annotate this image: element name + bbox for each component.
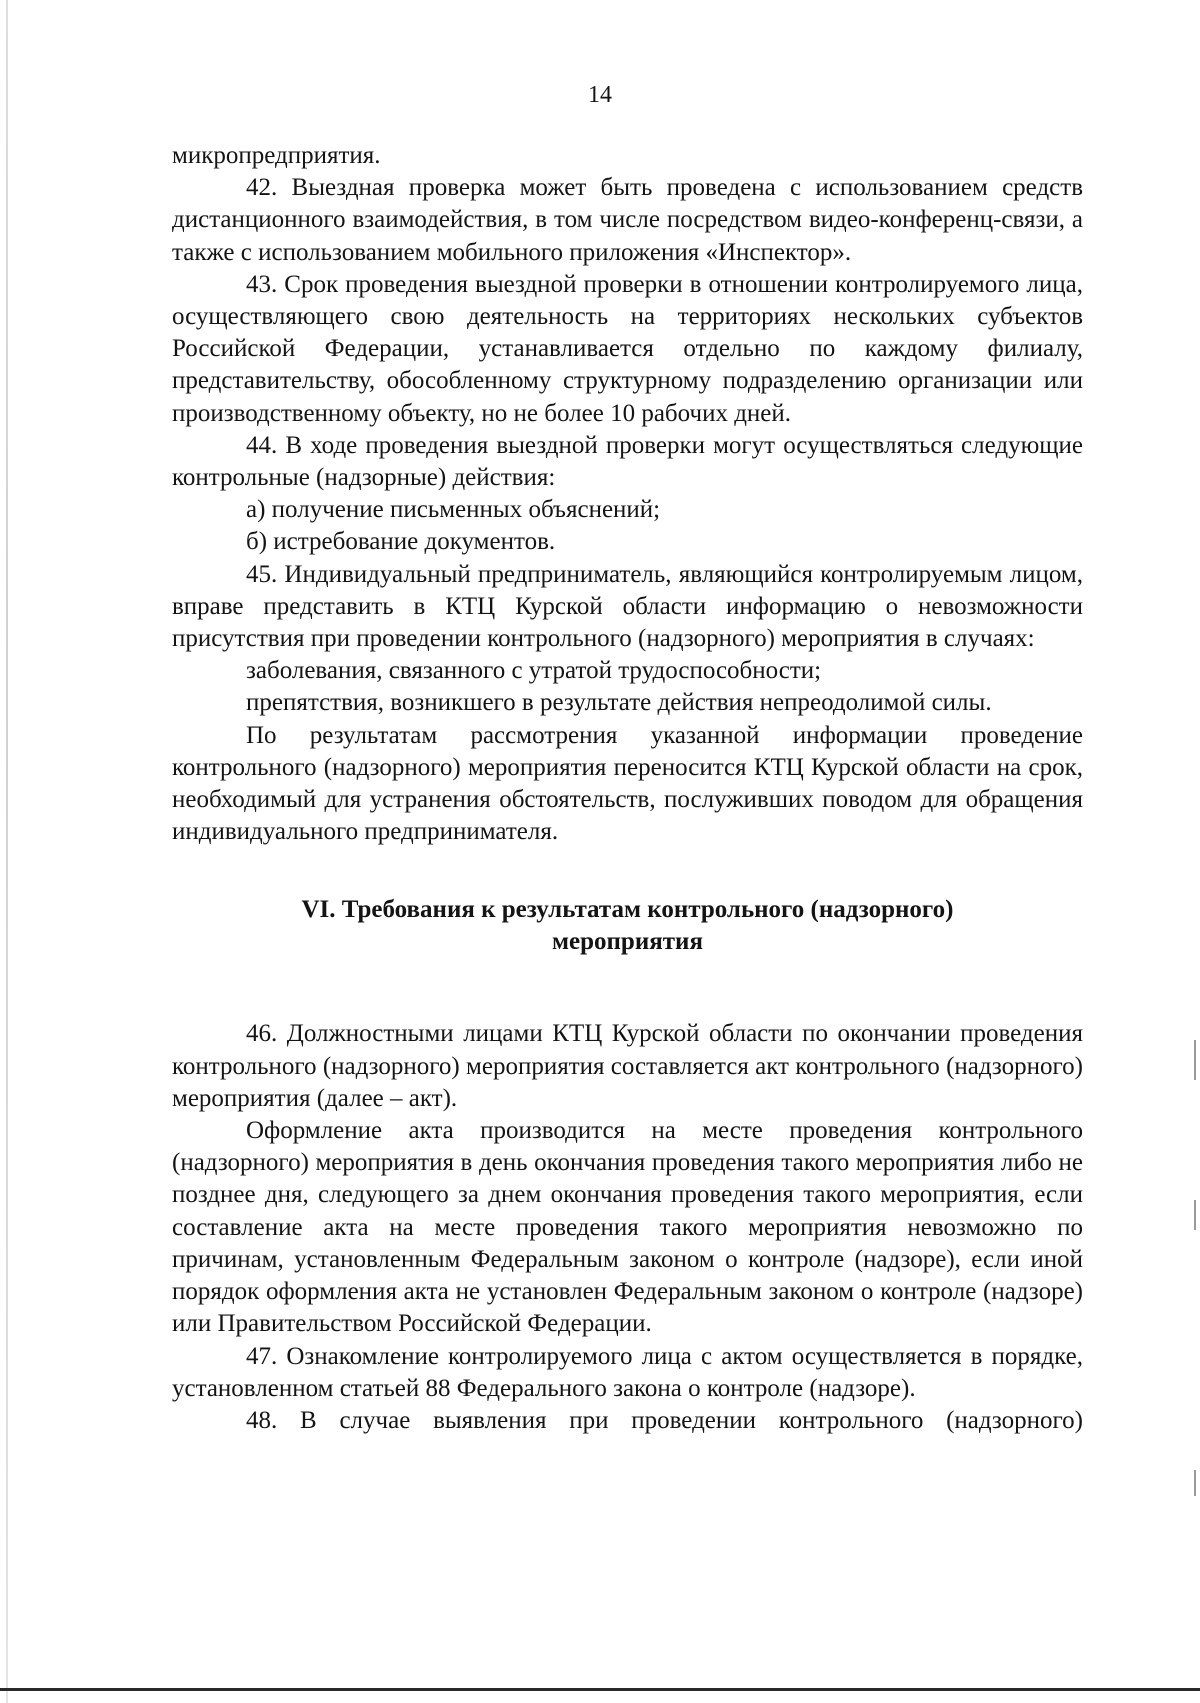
scan-edge-bottom bbox=[0, 1688, 1200, 1691]
paragraph-42: 42. Выездная проверка может быть проведена с использованием средств дистанционного взаимодействия, в том числе посредством видео-конференц-связи, а также с использованием мобильного приложения «Инспектор». bbox=[172, 174, 1083, 266]
scan-mark bbox=[1194, 1200, 1196, 1230]
paragraph: микропредприятия. bbox=[172, 142, 381, 169]
paragraph-48: 48. В случае выявления при проведении контрольного (надзорного) bbox=[246, 1406, 1083, 1434]
paragraph-47: 47. Ознакомление контролируемого лица с актом осуществляется в порядке, установленном статьей 88 Федерального закона о контроле (надзоре). bbox=[172, 1342, 1083, 1402]
list-item-a: а) получение письменных объяснений; bbox=[246, 496, 661, 524]
section-heading-line: VI. Требования к результатам контрольного (надзорного) bbox=[301, 896, 954, 924]
paragraph: Оформление акта производится на месте проведения контрольного (надзорного) мероприятия в день окончания проведения такого мероприятия либо не позднее дня, следующего за днем окончания проведения такого мероприятия, если составление акта на месте проведения такого мероприятия невозможно по причинам, установленным Федеральным законом о контроле (надзоре), если иной порядок оформления акта не установлен Федеральным законом о контроле (надзоре) или Правительством Российской Федерации. bbox=[172, 1117, 1083, 1338]
scan-mark bbox=[1194, 1470, 1196, 1496]
paragraph-44: 44. В ходе проведения выездной проверки могут осуществляться следующие контрольные (надзорные) действия: bbox=[172, 431, 1083, 492]
section-heading bbox=[172, 894, 1083, 958]
paragraph-46: 46. Должностными лицами КТЦ Курской области по окончании проведения контрольного (надзорного) мероприятия составляется акт контрольного (надзорного) мероприятия (далее – акт). bbox=[172, 1020, 1083, 1112]
list-item-b: б) истребование документов. bbox=[246, 528, 556, 556]
case-item: заболевания, связанного с утратой трудоспособности; bbox=[246, 657, 822, 685]
scan-edge-left bbox=[6, 0, 8, 1703]
scan-mark bbox=[1194, 1040, 1196, 1080]
section-heading-line: мероприятия bbox=[552, 928, 703, 956]
document-body bbox=[172, 140, 1083, 1437]
paragraph: По результатам рассмотрения указанной информации проведение контрольного (надзорного) мероприятия переносится КТЦ Курской области на срок, необходимый для устранения обстоятельств, послуживших поводом для обращения индивидуального предпринимателя. bbox=[172, 721, 1083, 846]
paragraph-43: 43. Срок проведения выездной проверки в отношении контролируемого лица, осуществляющего свою деятельность на территориях нескольких субъектов Российской Федерации, устанавливается отдельно по каждому филиалу, представительству, обособленному структурному подразделению организации или производственному объекту, но не более 10 рабочих дней. bbox=[172, 270, 1083, 427]
page-number: 14 bbox=[588, 82, 612, 108]
paragraph-45: 45. Индивидуальный предприниматель, являющийся контролируемым лицом, вправе представить в КТЦ Курской области информацию о невозможности присутствия при проведении контрольного (надзорного) мероприятия в случаях: bbox=[172, 560, 1083, 653]
case-item: препятствия, возникшего в результате действия непреодолимой силы. bbox=[246, 689, 992, 717]
